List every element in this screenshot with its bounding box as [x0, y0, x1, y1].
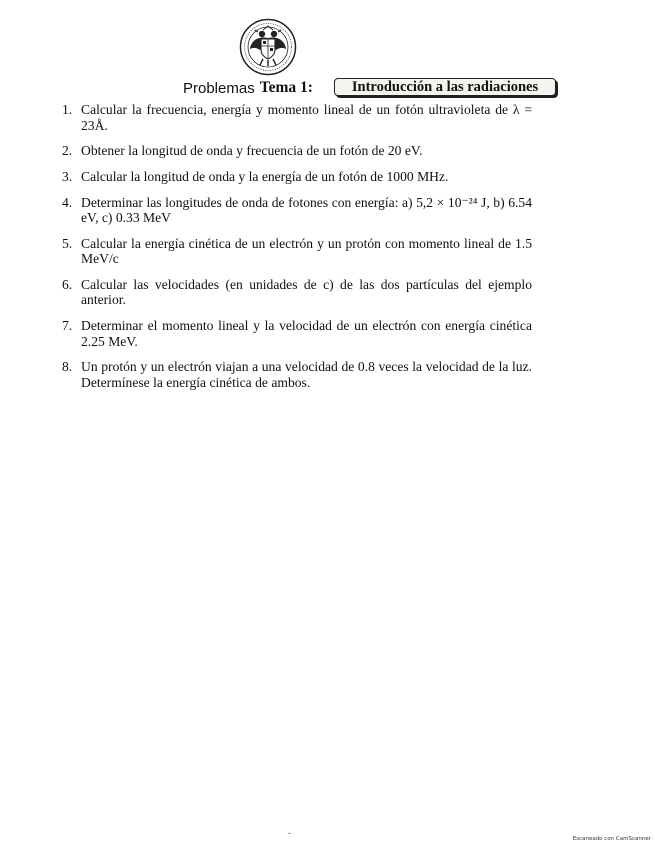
page-mark: - [288, 829, 292, 839]
problem-text: Determinar el momento lineal y la velocidad de un electrón con energía cinética 2.25 MeV. [81, 318, 532, 349]
problem-text: Calcular la energía cinética de un electrón y un protón con momento lineal de 1.5 MeV/c [81, 235, 532, 267]
problem-item [62, 318, 532, 349]
title-prefix: Problemas [183, 79, 255, 97]
problem-item [62, 195, 532, 226]
problem-item [62, 102, 532, 133]
problem-text: Calcular la longitud de onda y la energía de un fotón de 1000 MHz. [81, 168, 449, 184]
problem-number: 5. [62, 235, 73, 251]
problem-number: 4. [62, 194, 73, 210]
problem-text: Un protón y un electrón viajan a una velocidad de 0.8 veces la velocidad de la luz. Determínese la energía cinética de ambos. [81, 359, 532, 390]
problem-number: 3. [62, 168, 73, 184]
problem-item [62, 143, 532, 159]
problem-item [62, 169, 532, 185]
topic-title-box: Introducción a las radiaciones [334, 78, 556, 96]
problem-number: 1. [62, 102, 73, 117]
problem-text: Calcular las velocidades (en unidades de c) de las dos partículas del ejemplo anterior. [81, 276, 532, 308]
problem-list [62, 102, 532, 401]
problem-number: 7. [62, 318, 73, 334]
problem-text: Calcular la frecuencia, energía y momento lineal de un fotón ultravioleta de λ = 23Å. [81, 102, 532, 133]
title-tema: Tema 1: [259, 79, 313, 96]
problem-number: 6. [62, 276, 73, 292]
problem-text: Determinar las longitudes de onda de fotones con energía: a) 5,2 × 10⁻²⁴ J, b) 6.54 eV, c) 0.33 MeV [81, 194, 532, 226]
problem-text: Obtener la longitud de onda y frecuencia de un fotón de 20 eV. [81, 143, 423, 159]
problem-number: 8. [62, 359, 73, 375]
scanner-watermark: Escaneado con CamScanner [572, 836, 651, 842]
problem-item [62, 277, 532, 308]
problem-item [62, 359, 532, 390]
university-crest-logo [239, 18, 297, 76]
problem-item [62, 236, 532, 267]
page-title [183, 76, 313, 100]
problem-number: 2. [62, 143, 73, 159]
